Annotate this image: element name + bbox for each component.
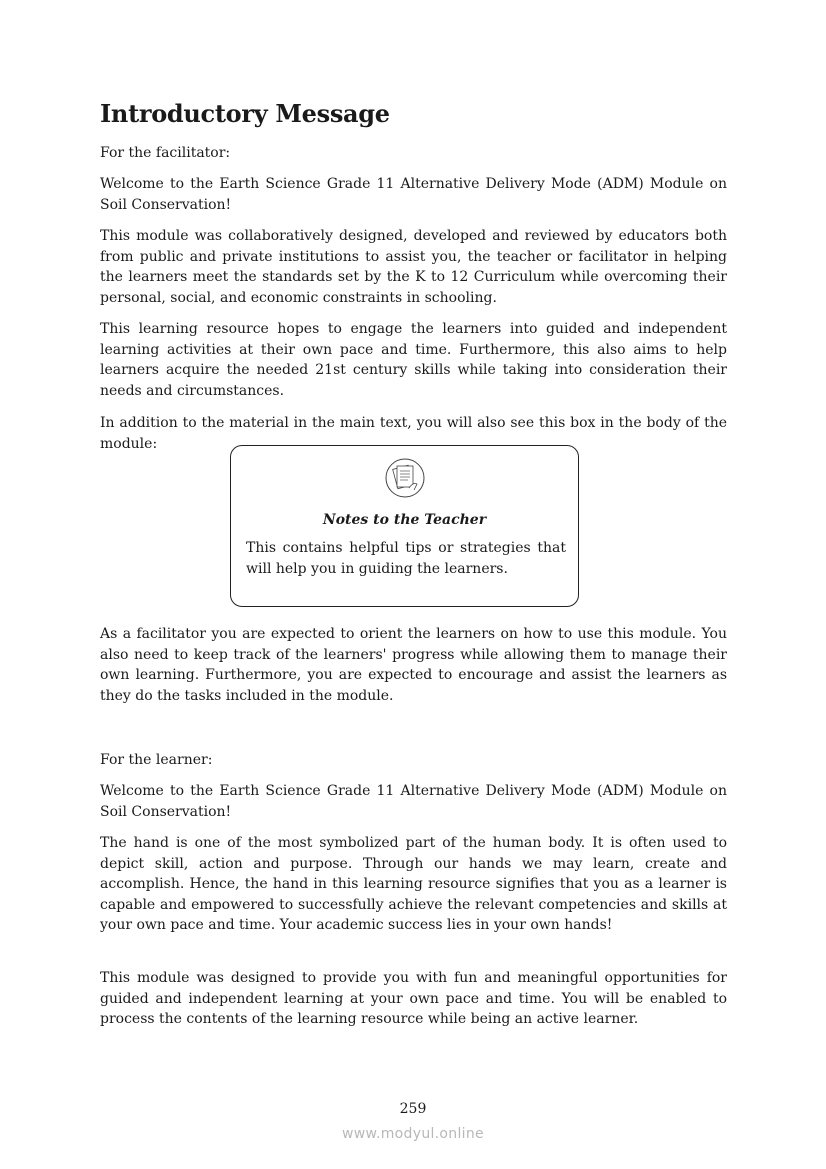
facilitator-paragraph: This learning resource hopes to engage the learners into guided and independent learning activities at their own pace and time. Furthermore, this also aims to help learners acquire the needed 21st century skills while taking into consideration their needs and circumstances. [100, 321, 727, 399]
page-number: 259 [399, 1101, 427, 1117]
notes-box-text: This contains helpful tips or strategies that will help you in guiding the learners. [246, 540, 566, 577]
notes-box-title: Notes to the Teacher [322, 512, 487, 528]
page-title: Introductory Message [100, 99, 390, 128]
facilitator-paragraph: Welcome to the Earth Science Grade 11 Alternative Delivery Mode (ADM) Module on Soil Conservation! [100, 176, 727, 213]
learner-paragraph: The hand is one of the most symbolized part of the human body. It is often used to depict skill, action and purpose. Through our hands we may learn, create and accomplish. Hence, the hand in this learning resource signifies that you as a learner is capable and empowered to successfully achieve the relevant competencies and skills at your own pace and time. Your academic success lies in your own hands! [100, 835, 727, 934]
learner-paragraph: Welcome to the Earth Science Grade 11 Alternative Delivery Mode (ADM) Module on Soil Conservation! [100, 783, 727, 820]
notes-to-teacher-box [230, 445, 579, 607]
notes-hand-icon [385, 458, 425, 498]
facilitator-paragraph: This module was collaboratively designed, developed and reviewed by educators both from public and private institutions to assist you, the teacher or facilitator in helping the learners meet the standards set by the K to 12 Curriculum while overcoming their personal, social, and economic constraints in schooling. [100, 228, 727, 306]
facilitator-paragraph: In addition to the material in the main text, you will also see this box in the body of the module: [100, 415, 727, 452]
facilitator-paragraph: As a facilitator you are expected to orient the learners on how to use this module. You also need to keep track of the learners' progress while allowing them to manage their own learning. Furthermore, you are expected to encourage and assist the learners as they do the tasks included in the module. [100, 626, 727, 704]
learner-paragraph: This module was designed to provide you with fun and meaningful opportunities for guided and independent learning at your own pace and time. You will be enabled to process the contents of the learning resource while being an active learner. [100, 970, 727, 1028]
watermark: www.modyul.online [342, 1126, 484, 1142]
learner-heading: For the learner: [100, 752, 213, 768]
facilitator-heading: For the facilitator: [100, 145, 231, 161]
